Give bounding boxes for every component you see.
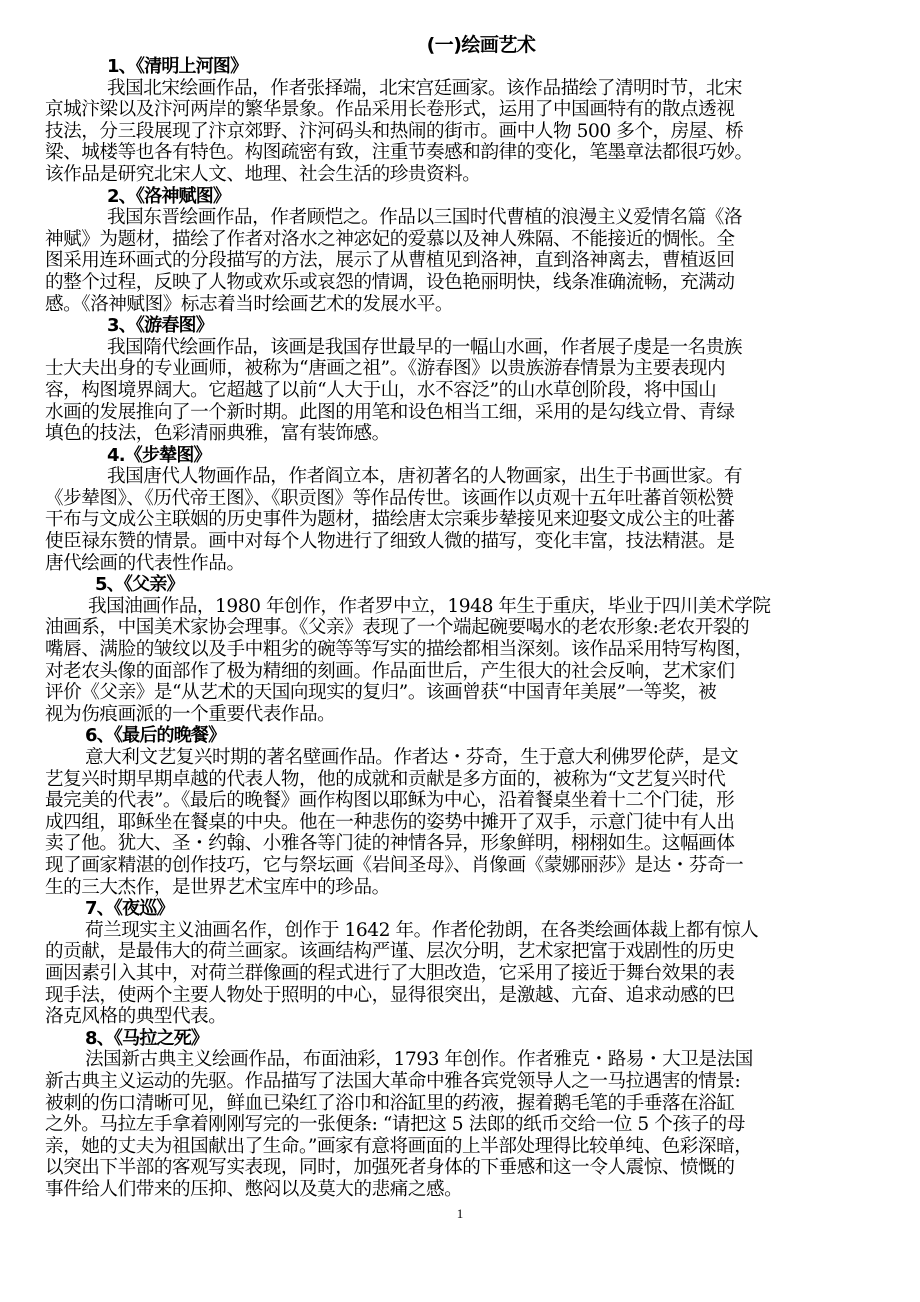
paragraph-line: 梁、城楼等也各有特色。构图疏密有致，注重节奏感和韵律的变化，笔墨章法都很巧妙。 [45, 142, 753, 164]
section-3 [45, 315, 877, 445]
document-title: (一)绘画艺术 [426, 34, 536, 56]
paragraph-line: 士大夫出身的专业画师，被称为“唐画之祖”。《游春图》以贵族游春情景为主要表现内 [45, 358, 726, 380]
paragraph-line: 水画的发展推向了一个新时期。此图的用笔和设色相当工细，采用的是勾线立骨、青绿 [45, 401, 735, 423]
paragraph-line: 现手法，使两个主要人物处于照明的中心，显得很突出，是激越、亢奋、追求动感的巴 [45, 984, 735, 1006]
page-number: 1 [456, 1206, 464, 1221]
paragraph-line: 现了画家精湛的创作技巧，它与祭坛画《岩间圣母》、肖像画《蒙娜丽莎》是达・芬奇一 [45, 854, 744, 876]
section-4 [45, 445, 877, 575]
document-page [45, 34, 877, 1200]
paragraph-line: 容，构图境界阔大。它超越了以前“人大于山，水不容泛”的山水草创阶段，将中国山 [45, 379, 717, 401]
paragraph-line: 荷兰现实主义油画名作，创作于 1642 年。作者伦勃朗，在各类绘画体裁上都有惊人 [85, 919, 759, 941]
section-paragraph [45, 747, 877, 898]
paragraph-line: 我国油画作品，1980 年创作，作者罗中立，1948 年生于重庆，毕业于四川美术学院 [88, 595, 771, 617]
section-heading: 5、《父亲》 [95, 574, 184, 596]
document-body [45, 56, 877, 1200]
paragraph-line: 我国隋代绘画作品，该画是我国存世最早的一幅山水画，作者展子虔是一名贵族 [107, 336, 743, 358]
paragraph-line: 该作品是研究北宋人文、地理、社会生活的珍贵资料。 [45, 163, 481, 185]
section-paragraph [45, 1049, 877, 1200]
section-6 [45, 725, 877, 898]
paragraph-line: 我国北宋绘画作品，作者张择端，北宋宫廷画家。该作品描绘了清明时节，北宋 [107, 77, 743, 99]
section-heading: 3、《游春图》 [107, 315, 213, 337]
paragraph-line: 我国东晋绘画作品，作者顾恺之。作品以三国时代曹植的浪漫主义爱情名篇《洛 [107, 207, 743, 229]
paragraph-line: 新古典主义运动的先驱。作品描写了法国大革命中雅各宾党领导人之一马拉遇害的情景: [45, 1070, 741, 1092]
paragraph-line: 视为伤痕画派的一个重要代表作品。 [45, 703, 336, 725]
paragraph-line: 画因素引入其中，对荷兰群像画的程式进行了大胆改造，它采用了接近于舞台效果的表 [45, 962, 735, 984]
paragraph-line: 使臣禄东赞的情景。画中对每个人物进行了细致人微的描写，变化丰富，技法精湛。是 [45, 531, 735, 553]
section-heading: 7、《夜巡》 [85, 898, 174, 920]
paragraph-line: 技法，分三段展现了汴京郊野、汴河码头和热闹的街市。画中人物 500 多个，房屋、桥 [45, 120, 744, 142]
paragraph-line: 图采用连环画式的分段描写的方法，展示了从曹植见到洛神，直到洛神离去，曹植返回 [45, 250, 735, 272]
paragraph-line: 成四组，耶稣坐在餐桌的中央。他在一种悲伤的姿势中摊开了双手，示意门徒中有人出 [45, 811, 735, 833]
section-5 [45, 574, 877, 725]
paragraph-line: 最完美的代表”。《最后的晚餐》画作构图以耶稣为中心，沿着餐桌坐着十二个门徒，形 [45, 790, 735, 812]
paragraph-line: 干布与文成公主联姻的历史事件为题材，描绘唐太宗乘步辇接见来迎娶文成公主的吐蕃 [45, 509, 735, 531]
section-1 [45, 56, 877, 186]
section-paragraph [45, 207, 877, 315]
paragraph-line: 法国新古典主义绘画作品，布面油彩，1793 年创作。作者雅克・路易・大卫是法国 [85, 1049, 753, 1071]
paragraph-line: 事件给人们带来的压抑、憋闷以及莫大的悲痛之感。 [45, 1178, 463, 1200]
paragraph-line: 意大利文艺复兴时期的著名壁画作品。作者达・芬奇，生于意大利佛罗伦萨，是文 [85, 747, 739, 768]
section-2 [45, 186, 877, 316]
paragraph-line: 填色的技法，色彩清丽典雅，富有装饰感。 [45, 423, 390, 445]
paragraph-line: 生的三大杰作，是世界艺术宝库中的珍品。 [45, 876, 390, 898]
paragraph-line: 感。《洛神赋图》标志着当时绘画艺术的发展水平。 [45, 293, 454, 315]
paragraph-line: 油画系，中国美术家协会理事。《父亲》表现了一个端起碗要喝水的老农形象:老农开裂的 [45, 617, 750, 639]
section-heading: 8、《马拉之死》 [85, 1027, 209, 1049]
paragraph-line: 以突出下半部的客观写实表现，同时，加强死者身体的下垂感和这一令人震惊、愤慨的 [45, 1157, 735, 1179]
section-paragraph [45, 466, 877, 574]
section-heading: 4.《步辇图》 [107, 444, 211, 466]
section-7 [45, 898, 877, 1028]
paragraph-line: 之外。马拉左手拿着刚刚写完的一张便条: “请把这 5 法郎的纸币交给一位 5 个孩子的母 [45, 1114, 745, 1136]
section-8 [45, 1028, 877, 1201]
section-heading: 6、《最后的晚餐》 [85, 725, 226, 747]
paragraph-line: 卖了他。犹大、圣・约翰、小雅各等门徒的神情各异，形象鲜明，栩栩如生。这幅画体 [45, 833, 735, 855]
section-paragraph [45, 337, 877, 445]
paragraph-line: 的整个过程，反映了人物或欢乐或哀怨的情调，设色艳丽明快，线条准确流畅，充满动 [45, 271, 735, 293]
paragraph-line: 评价《父亲》是“从艺术的天国向现实的复归”。该画曾获“中国青年美展”一等奖，被 [45, 682, 717, 704]
paragraph-line: 我国唐代人物画作品，作者阎立本，唐初著名的人物画家，出生于书画世家。有 [107, 466, 743, 488]
paragraph-line: 对老农头像的面部作了极为精细的刻画。作品面世后，产生很大的社会反响，艺术家们 [45, 660, 735, 682]
paragraph-line: 亲，她的丈夫为祖国献出了生命。”画家有意将画面的上半部处理得比较单纯、色彩深暗， [45, 1135, 753, 1157]
paragraph-line: 嘴唇、满脸的皱纹以及手中粗劣的碗等等写实的描绘都相当深刻。该作品采用特写构图， [45, 639, 753, 661]
paragraph-line: 《步辇图》、《历代帝王图》、《职贡图》等作品传世。该画作以贞观十五年吐蕃首领松赞 [45, 487, 734, 509]
paragraph-line: 唐代绘画的代表性作品。 [45, 552, 245, 574]
section-paragraph [45, 596, 877, 726]
paragraph-line: 神赋》为题材，描绘了作者对洛水之神宓妃的爱慕以及神人殊隔、不能接近的惆怅。全 [45, 228, 735, 250]
paragraph-line: 的贡献，是最伟大的荷兰画家。该画结构严谨、层次分明，艺术家把富于戏剧性的历史 [45, 941, 735, 963]
paragraph-line: 艺复兴时期早期卓越的代表人物，他的成就和贡献是多方面的，被称为“文艺复兴时代 [45, 768, 726, 790]
section-paragraph [45, 78, 877, 186]
section-heading: 1、《清明上河图》 [107, 56, 248, 77]
paragraph-line: 被刺的伤口清晰可见，鲜血已染红了浴巾和浴缸里的药液，握着鹅毛笔的手垂落在浴缸 [45, 1092, 735, 1114]
paragraph-line: 京城汴梁以及汴河两岸的繁华景象。作品采用长卷形式，运用了中国画特有的散点透视 [45, 99, 735, 121]
section-paragraph [45, 920, 877, 1028]
section-heading: 2、《洛神赋图》 [107, 185, 231, 207]
paragraph-line: 洛克风格的典型代表。 [45, 1006, 227, 1028]
